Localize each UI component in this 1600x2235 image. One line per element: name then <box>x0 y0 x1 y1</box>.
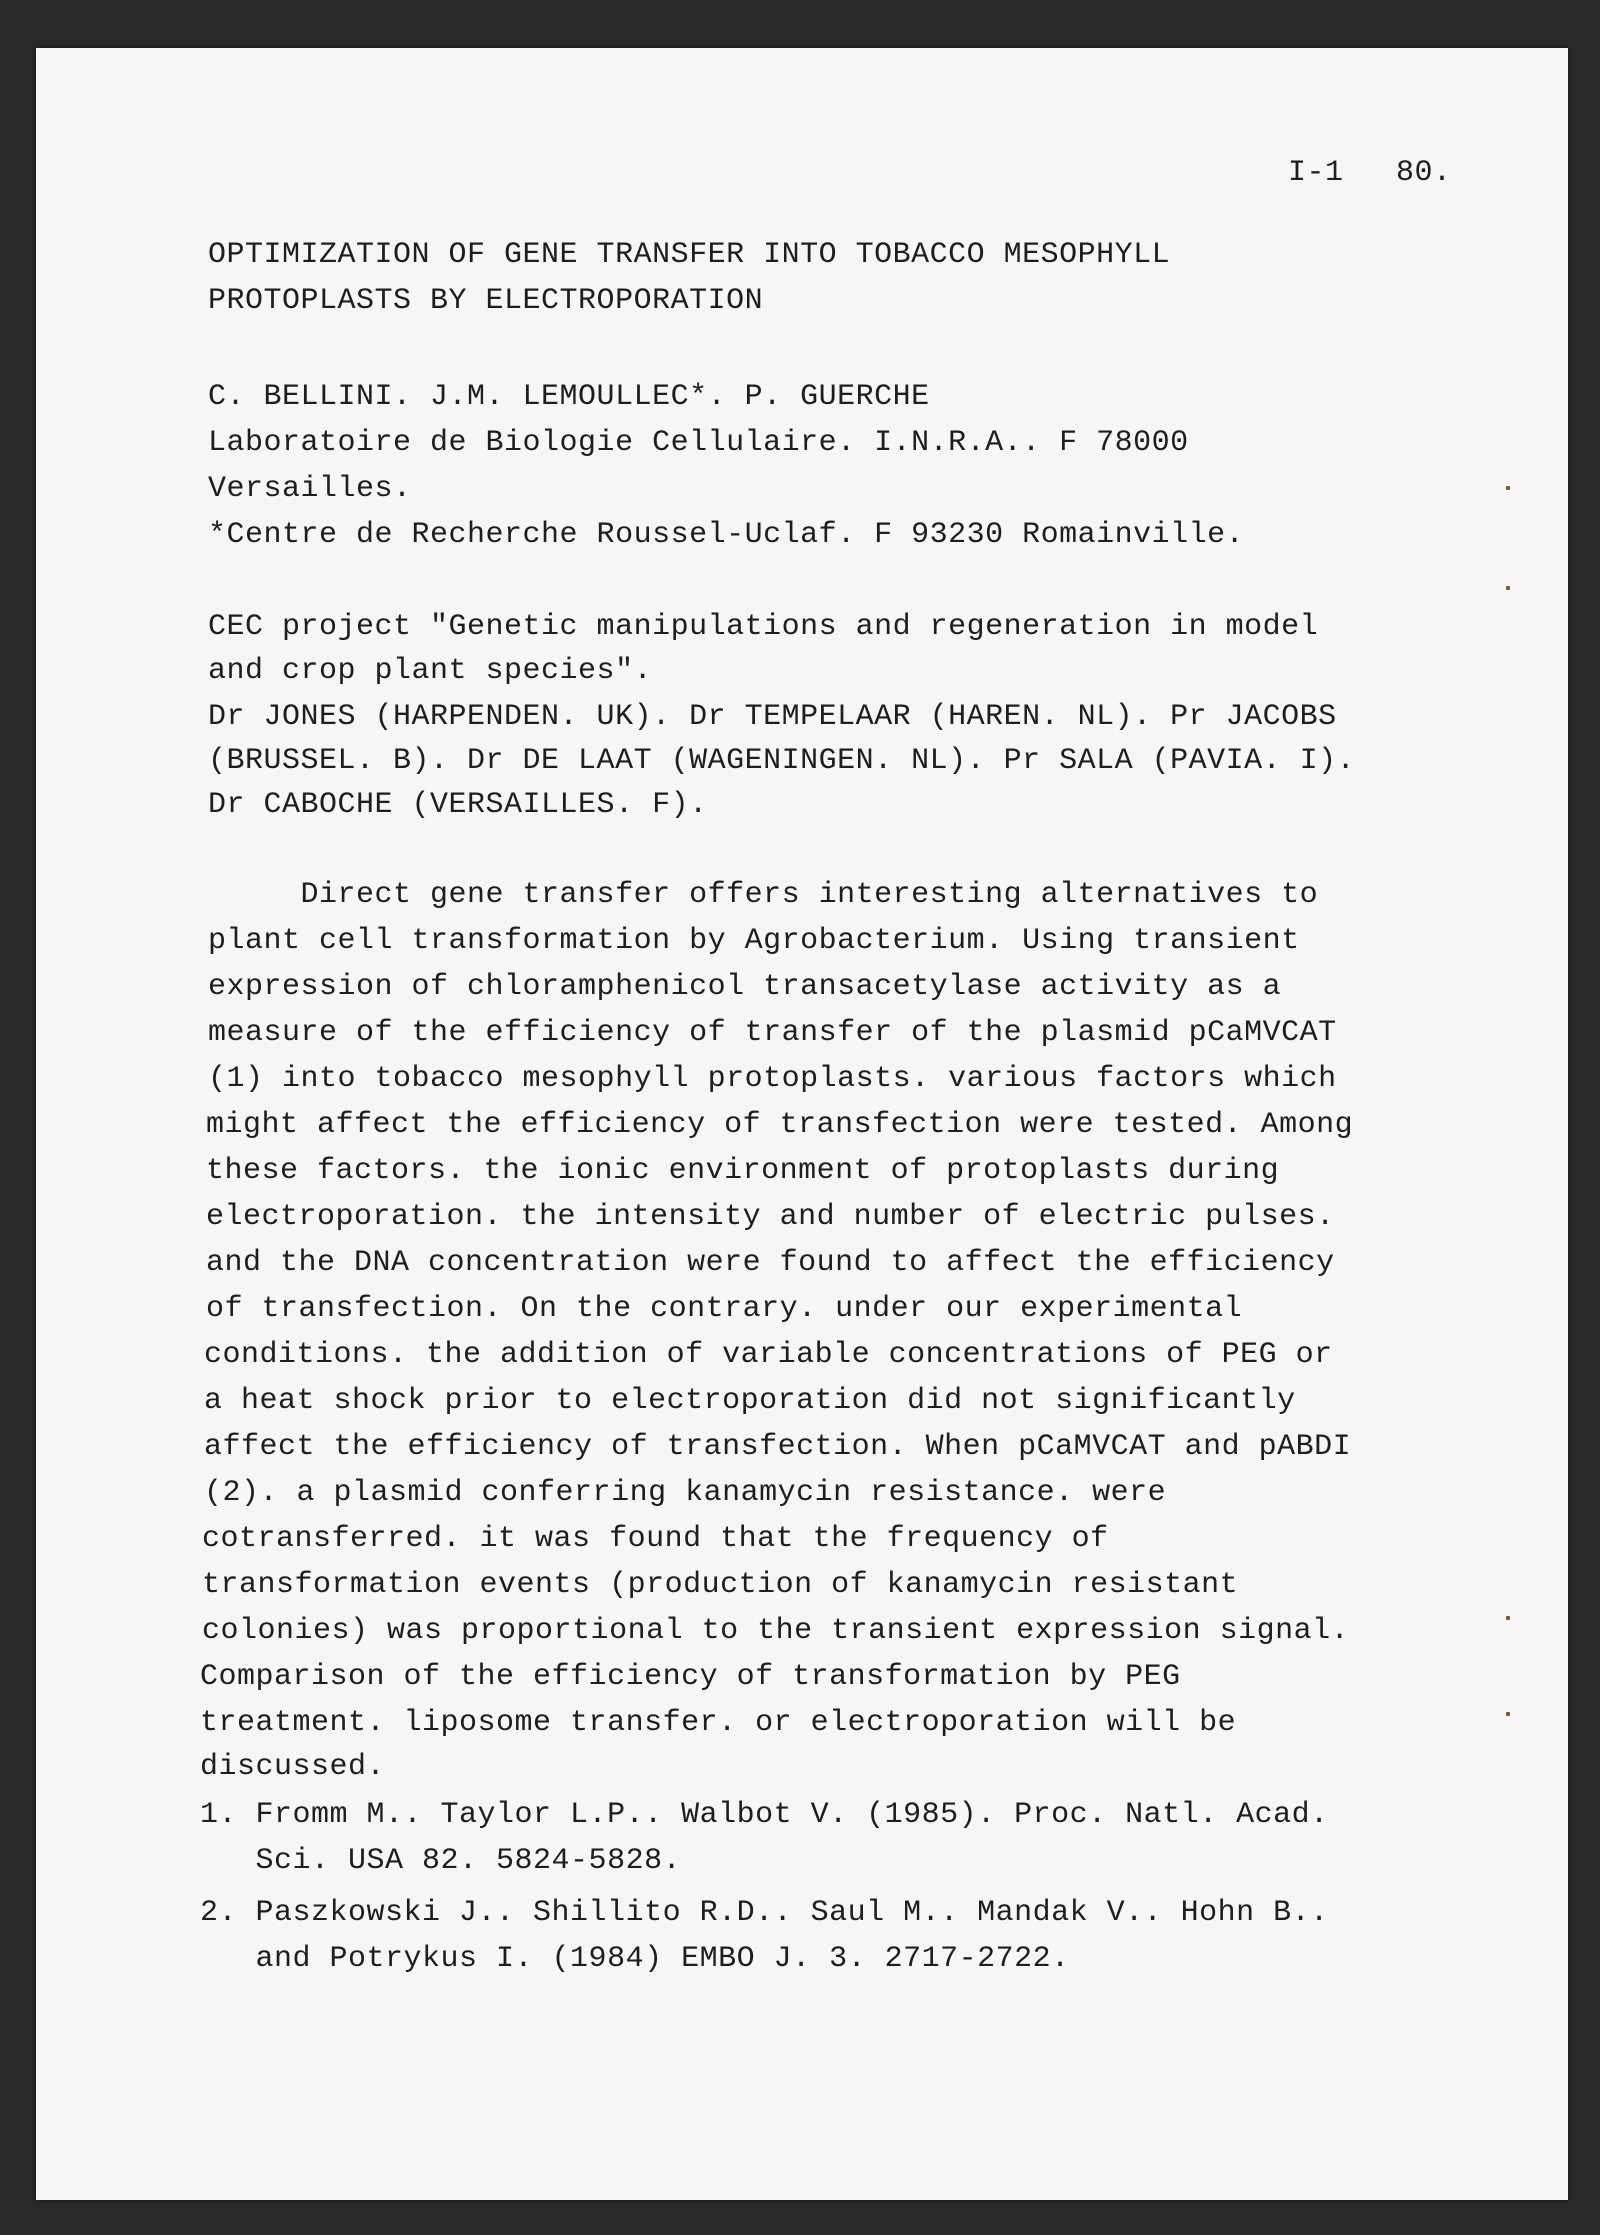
abstract-line: electroporation. the intensity and number of electric pulses. <box>206 1200 1335 1234</box>
abstract-line: discussed. <box>200 1750 386 1784</box>
abstract-line: these factors. the ionic environment of protoplasts during <box>206 1154 1280 1188</box>
abstract-line: and the DNA concentration were found to affect the efficiency <box>206 1246 1335 1280</box>
paper-speck <box>1506 586 1510 590</box>
reference-item: Sci. USA 82. 5824-5828. <box>200 1844 682 1878</box>
document-page <box>36 48 1568 2200</box>
abstract-line: measure of the efficiency of transfer of the plasmid pCaMVCAT <box>208 1016 1337 1050</box>
page-number: 80. <box>1396 156 1452 190</box>
project-line: CEC project "Genetic manipulations and regeneration in model <box>208 610 1319 644</box>
abstract-line: affect the efficiency of transfection. When pCaMVCAT and pABDI <box>204 1430 1352 1464</box>
abstract-line: plant cell transformation by Agrobacterium. Using transient <box>208 924 1300 958</box>
abstract-line: Direct gene transfer offers interesting alternatives to <box>208 878 1319 912</box>
abstract-line: (2). a plasmid conferring kanamycin resistance. were <box>204 1476 1167 1510</box>
author-names: C. BELLINI. J.M. LEMOULLEC*. P. GUERCHE <box>208 380 930 414</box>
abstract-line: of transfection. On the contrary. under our experimental <box>206 1292 1243 1326</box>
title-line: PROTOPLASTS BY ELECTROPORATION <box>208 284 764 318</box>
abstract-line: conditions. the addition of variable concentrations of PEG or <box>204 1338 1333 1372</box>
affiliation-line: Versailles. <box>208 472 412 506</box>
abstract-line: transformation events (production of kanamycin resistant <box>202 1568 1239 1602</box>
project-line: (BRUSSEL. B). Dr DE LAAT (WAGENINGEN. NL). Pr SALA (PAVIA. I). <box>208 744 1356 778</box>
abstract-line: cotransferred. it was found that the frequency of <box>202 1522 1109 1556</box>
affiliation-line: *Centre de Recherche Roussel-Uclaf. F 93230 Romainville. <box>208 518 1245 552</box>
abstract-line: a heat shock prior to electroporation did not significantly <box>204 1384 1296 1418</box>
abstract-line: treatment. liposome transfer. or electroporation will be <box>200 1706 1237 1740</box>
abstract-line: colonies) was proportional to the transient expression signal. <box>202 1614 1350 1648</box>
paper-speck <box>1506 1616 1510 1620</box>
reference-item: 1. Fromm M.. Taylor L.P.. Walbot V. (1985). Proc. Natl. Acad. <box>200 1798 1329 1832</box>
abstract-line: expression of chloramphenicol transacetylase activity as a <box>208 970 1282 1004</box>
paper-speck <box>1506 1712 1510 1716</box>
project-line: and crop plant species". <box>208 654 653 688</box>
project-line: Dr CABOCHE (VERSAILLES. F). <box>208 788 708 822</box>
reference-item: 2. Paszkowski J.. Shillito R.D.. Saul M.. Mandak V.. Hohn B.. <box>200 1896 1329 1930</box>
page-code: I-1 <box>1288 156 1344 190</box>
reference-item: and Potrykus I. (1984) EMBO J. 3. 2717-2722. <box>200 1942 1070 1976</box>
project-line: Dr JONES (HARPENDEN. UK). Dr TEMPELAAR (HAREN. NL). Pr JACOBS <box>208 700 1337 734</box>
affiliation-line: Laboratoire de Biologie Cellulaire. I.N.R.A.. F 78000 <box>208 426 1189 460</box>
abstract-line: Comparison of the efficiency of transformation by PEG <box>200 1660 1181 1694</box>
paper-speck <box>1506 486 1510 490</box>
title-line: OPTIMIZATION OF GENE TRANSFER INTO TOBACCO MESOPHYLL <box>208 238 1171 272</box>
abstract-line: (1) into tobacco mesophyll protoplasts. various factors which <box>208 1062 1337 1096</box>
abstract-line: might affect the efficiency of transfection were tested. Among <box>206 1108 1354 1142</box>
